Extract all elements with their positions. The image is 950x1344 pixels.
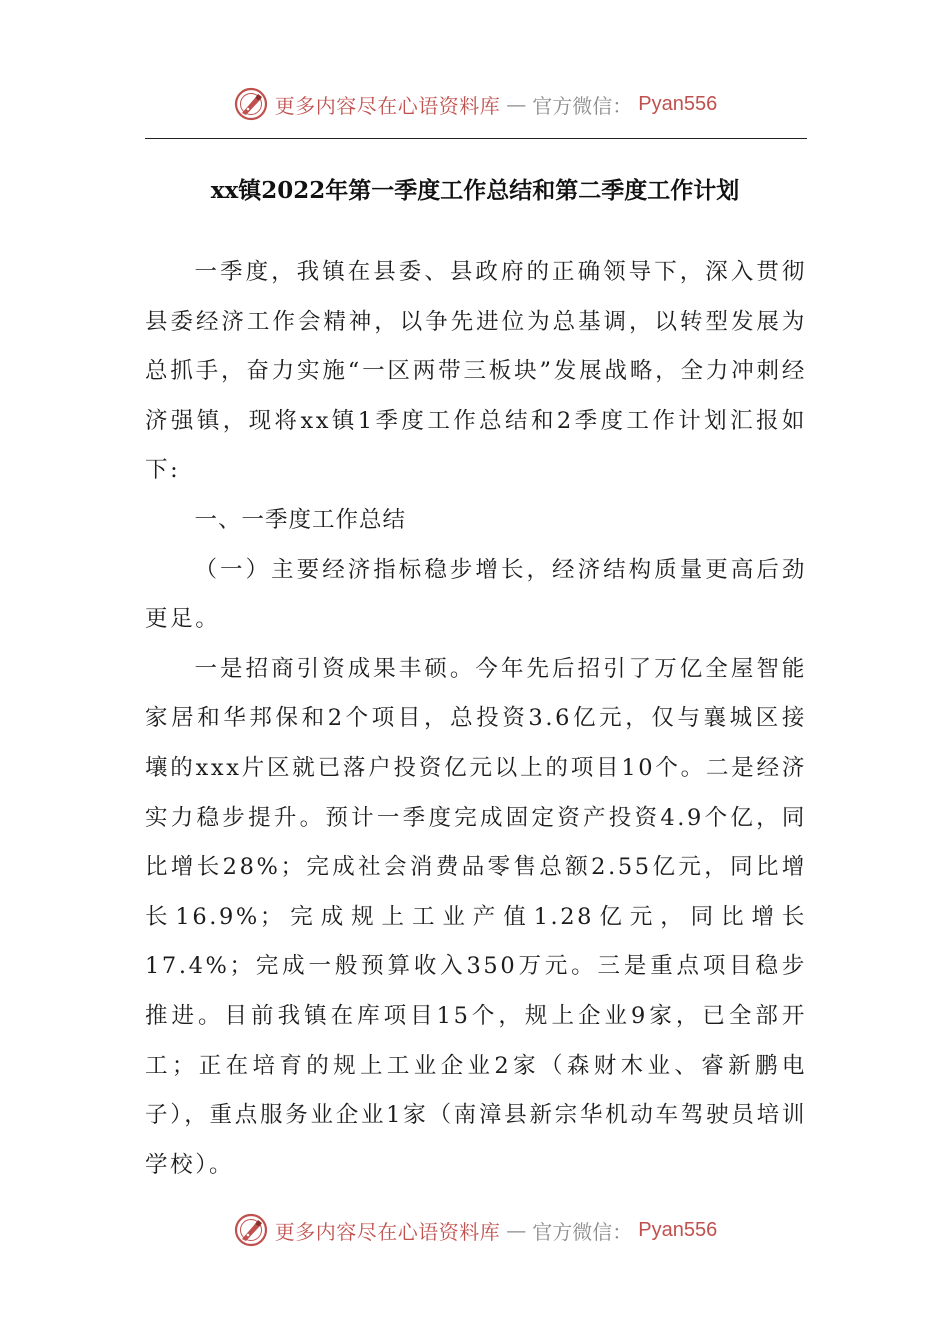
- intro-paragraph: 一季度，我镇在县委、县政府的正确领导下，深入贯彻县委经济工作会精神，以争先进位为总基调，以转型发展为总抓手，奋力实施“一区两带三板块”发展战略，全力冲刺经济强镇，现将xx镇1季度工作总结和2季度工作计划汇报如下:: [145, 259, 807, 484]
- watermark-dash: —: [506, 1218, 527, 1242]
- header-divider: [145, 138, 807, 139]
- document-title: xx镇2022年第一季度工作总结和第二季度工作计划: [210, 177, 740, 204]
- pen-nib-circle-icon: [233, 86, 269, 122]
- watermark-wechat-id: Pyan556: [638, 92, 718, 115]
- watermark-site-text: 更多内容尽在心语资料库: [274, 93, 501, 118]
- document-body: [145, 248, 807, 1190]
- pen-nib-circle-icon: [233, 1212, 269, 1248]
- footer-watermark: [0, 1208, 950, 1252]
- section-heading: 一、一季度工作总结: [194, 506, 407, 533]
- watermark-wechat-label: 官方微信：: [532, 93, 633, 118]
- watermark-dash: —: [506, 92, 527, 116]
- watermark-wechat-id: Pyan556: [638, 1218, 718, 1241]
- subsection-heading: （一）主要经济指标稳步增长，经济结构质量更高后劲更足。: [145, 556, 807, 633]
- watermark-site-text: 更多内容尽在心语资料库: [274, 1219, 501, 1244]
- body-paragraph: 一是招商引资成果丰硕。今年先后招引了万亿全屋智能家居和华邦保和2个项目，总投资3.6亿元，仅与襄城区接壤的xxx片区就已落户投资亿元以上的项目10个。二是经济实力稳步提升。预计一季度完成固定资产投资4.9个亿，同比增长28%；完成社会消费品零售总额2.55亿元，同比增长16.9%；完成规上工业产值1.28亿元，同比增长17.4%；完成一般预算收入350万元。三是重点项目稳步推进。目前我镇在库项目15个，规上企业9家，已全部开工；正在培育的规上工业企业2家（森财木业、睿新鹏电子），重点服务业企业1家（南漳县新宗华机动车驾驶员培训学校）。: [145, 655, 807, 1178]
- watermark-wechat-label: 官方微信：: [532, 1219, 633, 1244]
- header-watermark: [0, 82, 950, 126]
